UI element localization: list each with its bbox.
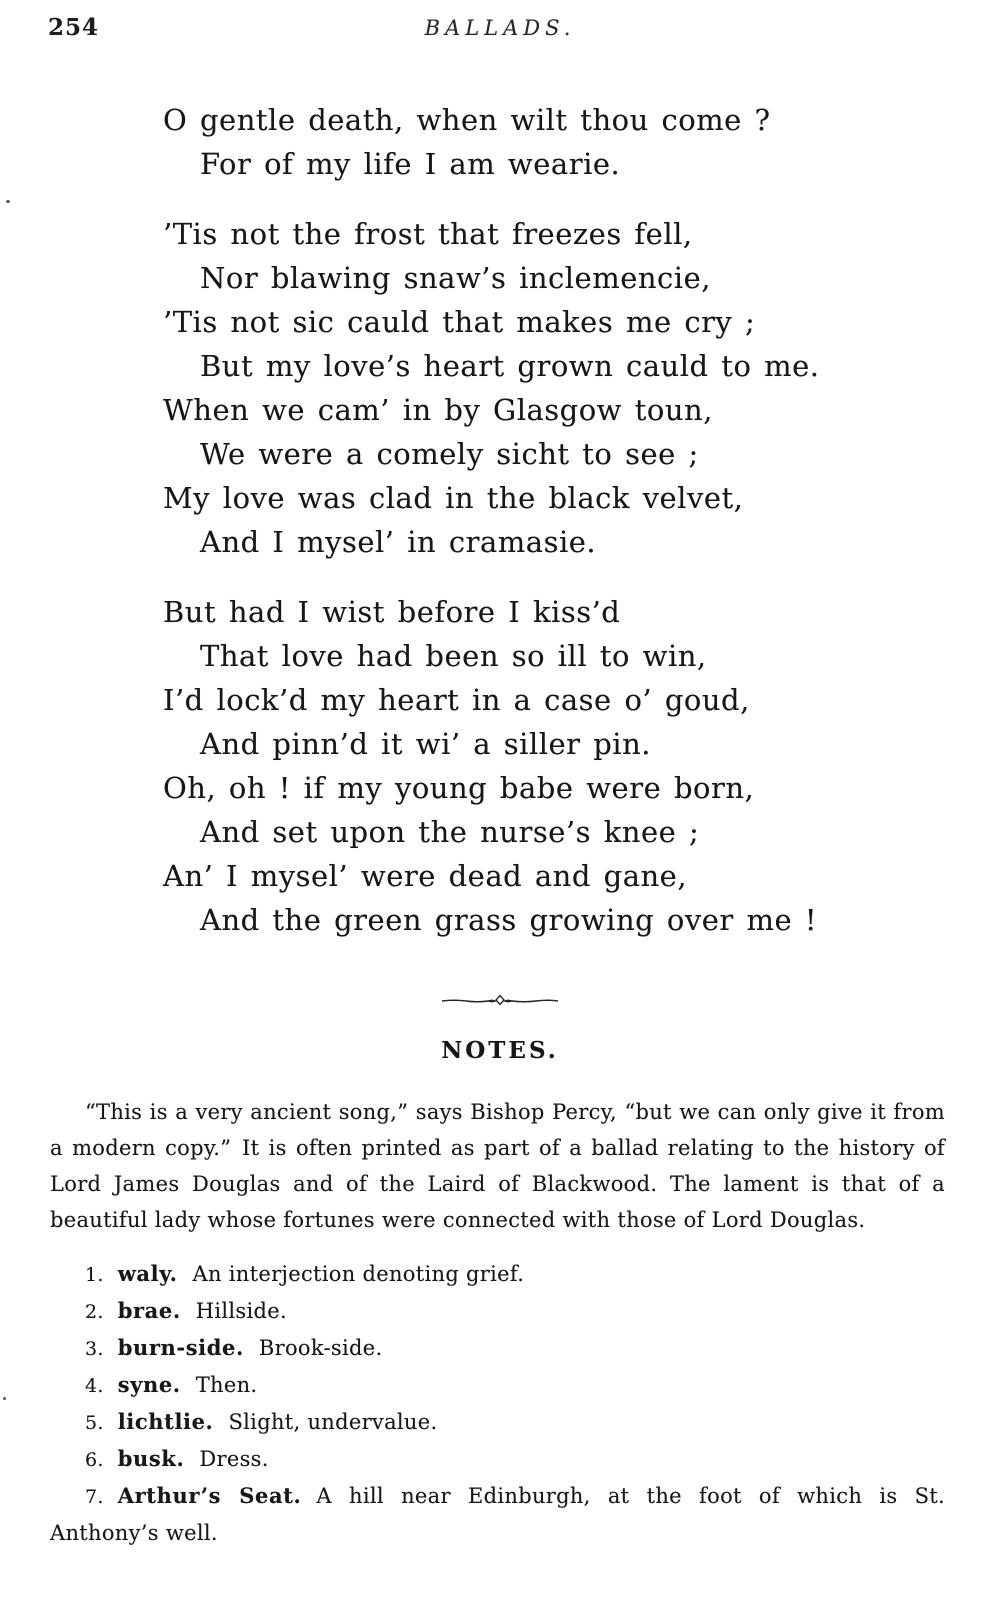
glossary-item-number: 7.	[85, 1486, 104, 1508]
glossary-item	[50, 1404, 945, 1441]
poem-line: Nor blawing snaw’s inclemencie,	[200, 261, 711, 295]
poem-line: And the green grass growing over me !	[200, 903, 818, 937]
poem-line: O gentle death, when wilt thou come ?	[163, 103, 771, 137]
poem-line: And set upon the nurse’s knee ;	[200, 815, 700, 849]
glossary-item	[50, 1441, 945, 1478]
glossary-item	[50, 1330, 945, 1367]
glossary-item	[50, 1478, 945, 1551]
poem-stanza	[163, 590, 1000, 942]
glossary-term: Arthur’s Seat.	[117, 1483, 302, 1508]
poem-stanza	[163, 98, 1000, 186]
poem-line: I’d lock’d my heart in a case o’ goud,	[163, 683, 750, 717]
glossary-definition: Then.	[195, 1373, 258, 1397]
glossary-definition: Hillside.	[195, 1299, 287, 1323]
poem-line: That love had been so ill to win,	[200, 639, 707, 673]
poem-line: An’ I mysel’ were dead and gane,	[163, 859, 688, 893]
glossary-item-number: 4.	[85, 1375, 104, 1397]
glossary-list	[50, 1256, 945, 1551]
poem-line: ’Tis not the frost that freezes fell,	[163, 217, 693, 251]
glossary-term: burn-side.	[117, 1335, 244, 1360]
glossary-definition: Slight, undervalue.	[228, 1410, 438, 1434]
poem-line: We were a comely sicht to see ;	[200, 437, 699, 471]
glossary-item-number: 3.	[85, 1338, 104, 1360]
glossary-term: lichtlie.	[117, 1409, 214, 1434]
ballad-verses	[163, 98, 1000, 942]
scan-speck	[3, 1397, 6, 1400]
poem-line: And pinn’d it wi’ a siller pin.	[200, 727, 651, 761]
poem-line: ’Tis not sic cauld that makes me cry ;	[163, 305, 756, 339]
poem-line: My love was clad in the black velvet,	[163, 481, 744, 515]
notes-paragraph: “This is a very ancient song,” says Bishop Percy, “but we can only give it from a modern copy.” It is often printed as part of a ballad relating to the history of Lord James Douglas and of the Laird of Blackwood. The lament is that of a beautiful lady whose fortunes were connected with those of Lord Douglas.	[50, 1100, 945, 1232]
poem-line: And I mysel’ in cramasie.	[200, 525, 597, 559]
poem-line: But my love’s heart grown cauld to me.	[200, 349, 820, 383]
glossary-item	[50, 1367, 945, 1404]
glossary-item-number: 2.	[85, 1301, 104, 1323]
glossary-term: busk.	[117, 1446, 185, 1471]
glossary-definition: A hill near Edinburgh, at the foot of which is St. Anthony’s well.	[50, 1484, 946, 1545]
poem-line: When we cam’ in by Glasgow toun,	[163, 393, 713, 427]
glossary-definition: An interjection denoting grief.	[192, 1262, 525, 1286]
divider-ornament-icon	[440, 994, 560, 1006]
glossary-item-number: 1.	[85, 1264, 104, 1286]
poem-line: But had I wist before I kiss’d	[163, 595, 621, 629]
page-header	[0, 0, 1000, 48]
glossary-item	[50, 1293, 945, 1330]
glossary-definition: Dress.	[199, 1447, 269, 1471]
glossary-term: brae.	[117, 1298, 181, 1323]
glossary-term: waly.	[117, 1261, 178, 1286]
glossary-item-number: 6.	[85, 1449, 104, 1471]
glossary-item	[50, 1256, 945, 1293]
running-head: BALLADS.	[424, 16, 576, 40]
poem-stanza	[163, 212, 1000, 564]
poem-line: For of my life I am wearie.	[200, 147, 621, 181]
scan-speck	[6, 200, 10, 203]
notes-heading: NOTES.	[441, 1037, 559, 1064]
glossary-item-number: 5.	[85, 1412, 104, 1434]
section-divider	[0, 994, 1000, 1006]
glossary-definition: Brook-side.	[258, 1336, 383, 1360]
glossary-term: syne.	[117, 1372, 181, 1397]
poem-line: Oh, oh ! if my young babe were born,	[163, 771, 755, 805]
page-number: 254	[48, 14, 100, 41]
